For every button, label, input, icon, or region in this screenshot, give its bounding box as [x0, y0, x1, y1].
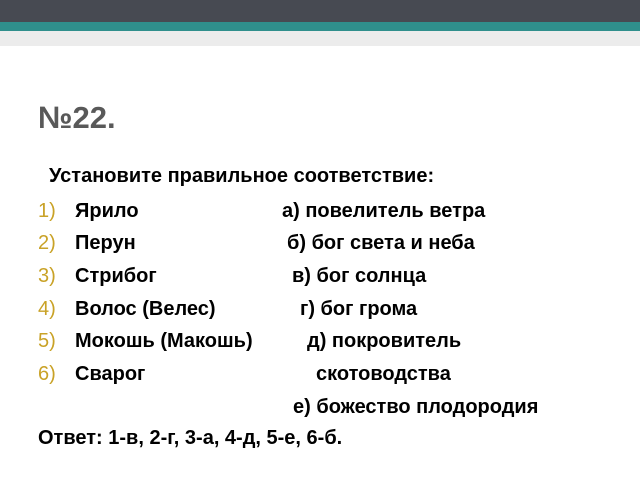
definition-item: а) повелитель ветра	[282, 200, 486, 222]
slide-title: №22.	[38, 100, 116, 135]
list-number: 4)	[38, 298, 56, 320]
header-bar	[0, 0, 640, 22]
header-accent-bar	[0, 22, 640, 31]
list-item	[38, 363, 145, 389]
definition-item: скотоводства	[316, 363, 451, 385]
list-label: Мокошь (Макошь)	[75, 330, 253, 352]
answer-text: Ответ: 1-в, 2-г, 3-а, 4-д, 5-е, 6-б.	[38, 427, 343, 449]
list-number: 6)	[38, 363, 56, 385]
definition-item: б) бог света и неба	[287, 232, 475, 254]
definition-item: в) бог солнца	[292, 265, 427, 287]
definition-item: г) бог грома	[300, 298, 418, 320]
definition-item: е) божество плодородия	[293, 396, 539, 418]
list-number: 5)	[38, 330, 56, 352]
list-label: Стрибог	[75, 265, 157, 287]
list-number: 3)	[38, 265, 56, 287]
list-item	[38, 265, 157, 291]
list-label: Перун	[75, 232, 136, 254]
definition-item: д) покровитель	[307, 330, 462, 352]
list-label: Ярило	[75, 200, 139, 222]
list-number: 2)	[38, 232, 56, 254]
list-label: Волос (Велес)	[75, 298, 216, 320]
list-item	[38, 200, 139, 226]
header-shadow-bar	[0, 31, 640, 46]
list-label: Сварог	[75, 363, 146, 385]
list-item	[38, 330, 253, 356]
list-item	[38, 298, 216, 324]
instruction-text: Установите правильное соответствие:	[49, 165, 435, 187]
list-number: 1)	[38, 200, 56, 222]
list-item	[38, 232, 136, 258]
